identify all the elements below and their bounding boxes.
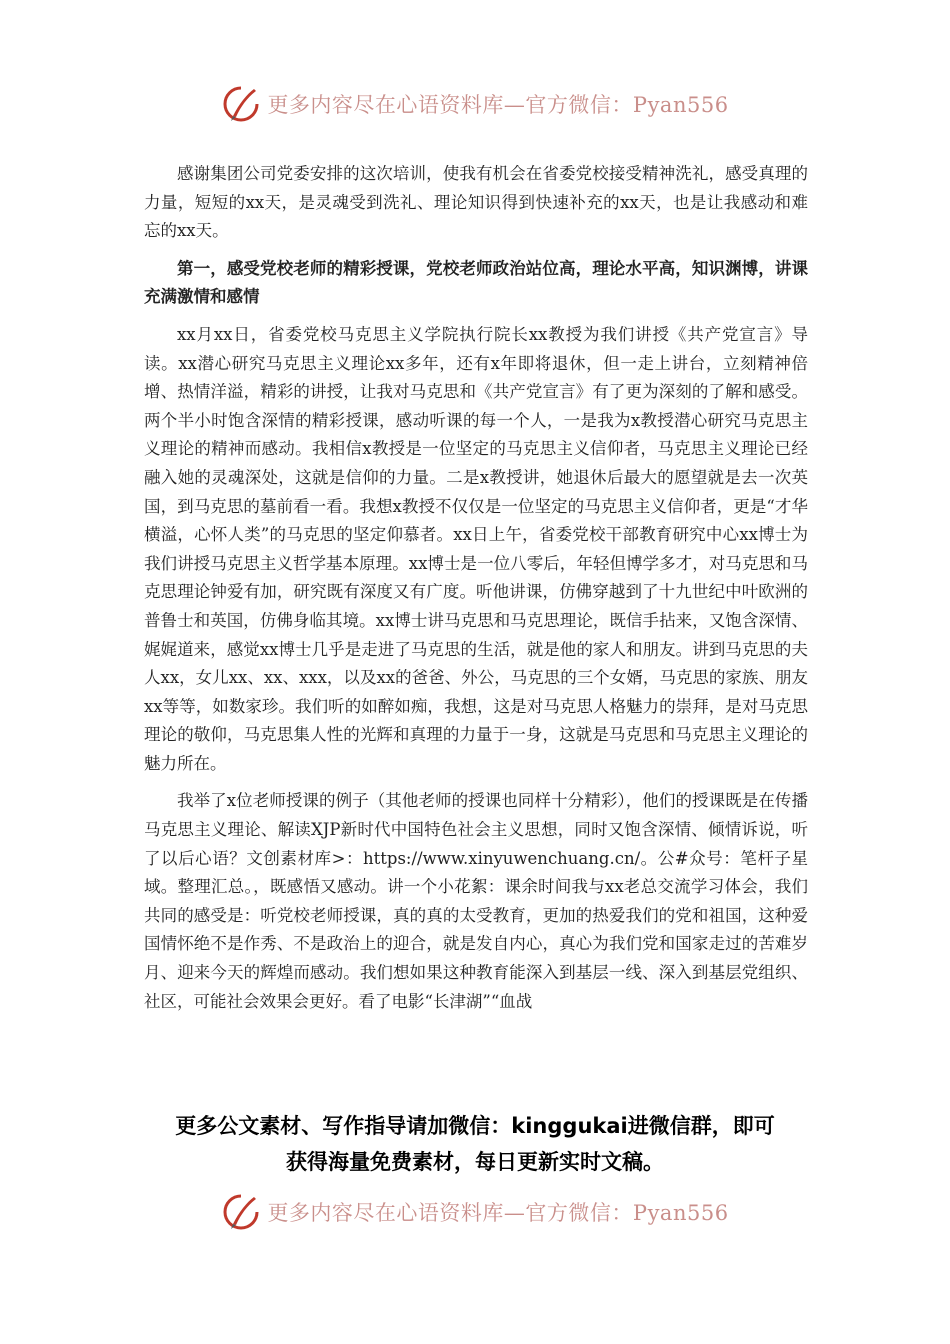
paragraph-summary: 我举了x位老师授课的例子（其他老师的授课也同样十分精彩），他们的授课既是在传播马克思主义理论、解读XJP新时代中国特色社会主义思想，同时又饱含深情、倾情诉说，听了以后心语？文创素材库>：https://www.xinyuwenchuang.cn/。公#众号：笔杆子星域。整理汇总。，既感悟又感动。讲一个小花絮：课余时间我与xx老总交流学习体会，我们共同的感受是：听党校老师授课，真的真的太受教育，更加的热爱我们的党和祖国，这种爱国情怀绝不是作秀、不是政治上的迎合，就是发自内心，真心为我们党和国家走过的苦难岁月、迎来今天的辉煌而感动。我们想如果这种教育能深入到基层一线、深入到基层党组织、社区，可能社会效果会更好。看了电影“长津湖”“血战 [144, 791, 808, 1011]
wechat-notice [100, 1108, 850, 1180]
quill-pen-logo-icon [221, 84, 261, 124]
footer-banner-text: 更多内容尽在心语资料库—官方微信：Pyan556 [267, 1201, 729, 1225]
section-heading: 第一，感受党校老师的精彩授课，党校老师政治站位高，理论水平高，知识渊博，讲课充满激情和感情 [144, 258, 808, 307]
wechat-notice-line-2: 获得海量免费素材，每日更新实时文稿。 [286, 1150, 664, 1174]
wechat-notice-line-1: 更多公文素材、写作指导请加微信：kinggukai进微信群，即可 [175, 1114, 775, 1138]
paragraph-lectures: xx月xx日，省委党校马克思主义学院执行院长xx教授为我们讲授《共产党宣言》导读。xx潜心研究马克思主义理论xx多年，还有x年即将退休，但一走上讲台，立刻精神倍增、热情洋溢，精彩的讲授，让我对马克思和《共产党宣言》有了更为深刻的了解和感受。两个半小时饱含深情的精彩授课，感动听课的每一个人，一是我为x教授潜心研究马克思主义理论的精神而感动。我相信x教授是一位坚定的马克思主义信仰者，马克思主义理论已经融入她的灵魂深处，这就是信仰的力量。二是x教授讲，她退休后最大的愿望就是去一次英国，到马克思的墓前看一看。我想x教授不仅仅是一位坚定的马克思主义信仰者，更是“才华横溢，心怀人类”的马克思的坚定仰慕者。xx日上午，省委党校干部教育研究中心xx博士为我们讲授马克思主义哲学基本原理。xx博士是一位八零后，年轻但博学多才，对马克思和马克思理论钟爱有加，研究既有深度又有广度。听他讲课，仿佛穿越到了十九世纪中叶欧洲的普鲁士和英国，仿佛身临其境。xx博士讲马克思和马克思理论，既信手拈来，又饱含深情、娓娓道来，感觉xx博士几乎是走进了马克思的生活，就是他的家人和朋友。讲到马克思的夫人xx，女儿xx、xx、xxx，以及xx的爸爸、外公，马克思的三个女婿，马克思的家族、朋友xx等等，如数家珍。我们听的如醉如痴，我想，这是对马克思人格魅力的崇拜，是对马克思理论的敬仰，马克思集人性的光辉和真理的力量于一身，这就是马克思和马克思主义理论的魅力所在。 [144, 324, 808, 773]
header-banner-text: 更多内容尽在心语资料库—官方微信：Pyan556 [267, 93, 729, 117]
header-banner [0, 82, 950, 126]
paragraph-intro: 感谢集团公司党委安排的这次培训，使我有机会在省委党校接受精神洗礼，感受真理的力量，短短的xx天，是灵魂受到洗礼、理论知识得到快速补充的xx天，也是让我感动和难忘的xx天。 [144, 164, 808, 241]
quill-pen-logo-icon [221, 1192, 261, 1232]
article-body [144, 160, 808, 1025]
footer-banner [0, 1190, 950, 1234]
